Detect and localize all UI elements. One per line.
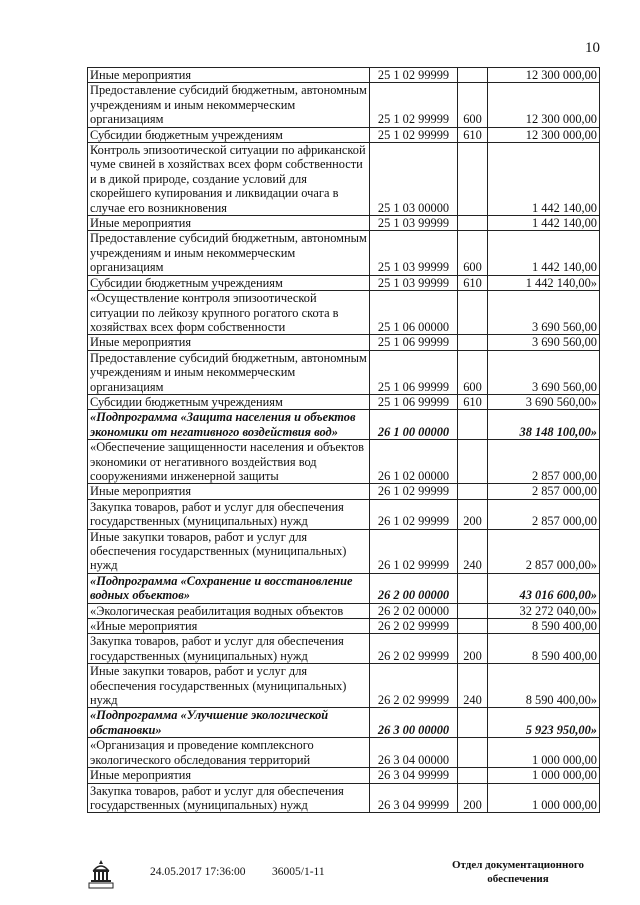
row-name: «Иные мероприятия xyxy=(88,619,370,634)
table-row xyxy=(88,738,600,768)
page-number: 10 xyxy=(585,40,600,56)
row-sum: 12 300 000,00 xyxy=(488,68,600,83)
row-sum: 38 148 100,00» xyxy=(488,410,600,440)
row-sum: 8 590 400,00 xyxy=(488,634,600,664)
row-code: 25 1 02 99999 xyxy=(370,127,458,142)
page-footer xyxy=(0,858,640,898)
row-name: «Обеспечение защищенности населения и объектов экономики от негативного воздействия вод сооружениями инженерной защиты xyxy=(88,440,370,484)
row-name: Иные мероприятия xyxy=(88,484,370,499)
row-code: 26 3 04 00000 xyxy=(370,738,458,768)
table-row xyxy=(88,664,600,708)
row-vr xyxy=(458,410,488,440)
table-row xyxy=(88,394,600,409)
table-row xyxy=(88,335,600,350)
table-row xyxy=(88,440,600,484)
row-vr: 610 xyxy=(458,127,488,142)
row-code: 26 2 02 99999 xyxy=(370,619,458,634)
row-code: 25 1 02 99999 xyxy=(370,68,458,83)
row-code: 25 1 06 99999 xyxy=(370,394,458,409)
table-row xyxy=(88,634,600,664)
table-row xyxy=(88,143,600,216)
table-row xyxy=(88,619,600,634)
row-code: 26 2 00 00000 xyxy=(370,573,458,603)
row-code: 25 1 03 99999 xyxy=(370,216,458,231)
row-vr xyxy=(458,68,488,83)
row-code: 25 1 02 99999 xyxy=(370,83,458,127)
row-sum: 2 857 000,00 xyxy=(488,440,600,484)
table-row xyxy=(88,783,600,813)
row-code: 26 1 02 99999 xyxy=(370,499,458,529)
row-code: 26 2 02 99999 xyxy=(370,634,458,664)
row-sum: 8 590 400,00» xyxy=(488,664,600,708)
table-row xyxy=(88,499,600,529)
row-name: Предоставление субсидий бюджетным, автономным учреждениям и иным некоммерческим организациям xyxy=(88,231,370,275)
row-sum: 3 690 560,00 xyxy=(488,350,600,394)
table-row xyxy=(88,484,600,499)
row-sum: 12 300 000,00 xyxy=(488,127,600,142)
row-name: «Подпрограмма «Улучшение экологической обстановки» xyxy=(88,708,370,738)
footer-date: 24.05.2017 17:36:00 xyxy=(150,866,246,878)
row-vr: 200 xyxy=(458,783,488,813)
row-sum: 2 857 000,00 xyxy=(488,499,600,529)
row-name: Иные мероприятия xyxy=(88,335,370,350)
row-vr: 240 xyxy=(458,664,488,708)
footer-department: Отдел документационного обеспечения xyxy=(451,859,585,885)
row-name: Иные мероприятия xyxy=(88,68,370,83)
row-code: 26 1 00 00000 xyxy=(370,410,458,440)
row-vr xyxy=(458,143,488,216)
row-name: Закупка товаров, работ и услуг для обеспечения государственных (муниципальных) нужд xyxy=(88,783,370,813)
row-sum: 32 272 040,00» xyxy=(488,603,600,618)
table-row xyxy=(88,291,600,335)
table-row xyxy=(88,410,600,440)
row-code: 25 1 03 99999 xyxy=(370,275,458,290)
row-vr: 610 xyxy=(458,394,488,409)
row-name: Субсидии бюджетным учреждениям xyxy=(88,275,370,290)
row-sum: 3 690 560,00 xyxy=(488,291,600,335)
row-name: Субсидии бюджетным учреждениям xyxy=(88,127,370,142)
row-name: «Подпрограмма «Защита населения и объектов экономики от негативного воздействия вод» xyxy=(88,410,370,440)
row-vr xyxy=(458,335,488,350)
table-row xyxy=(88,573,600,603)
row-name: «Экологическая реабилитация водных объектов xyxy=(88,603,370,618)
duma-logo-icon xyxy=(86,858,116,890)
row-vr: 200 xyxy=(458,499,488,529)
row-vr xyxy=(458,603,488,618)
table-row xyxy=(88,216,600,231)
row-name: Предоставление субсидий бюджетным, автономным учреждениям и иным некоммерческим организациям xyxy=(88,83,370,127)
row-code: 25 1 06 99999 xyxy=(370,350,458,394)
budget-table-body xyxy=(88,68,600,813)
row-name: Предоставление субсидий бюджетным, автономным учреждениям и иным некоммерческим организациям xyxy=(88,350,370,394)
budget-table xyxy=(87,67,600,813)
table-row xyxy=(88,275,600,290)
row-sum: 2 857 000,00 xyxy=(488,484,600,499)
table-row xyxy=(88,127,600,142)
row-sum: 1 000 000,00 xyxy=(488,738,600,768)
row-code: 25 1 03 99999 xyxy=(370,231,458,275)
table-row xyxy=(88,68,600,83)
row-name: Иные закупки товаров, работ и услуг для обеспечения государственных (муниципальных) нужд xyxy=(88,664,370,708)
row-sum: 1 000 000,00 xyxy=(488,783,600,813)
row-sum: 1 442 140,00 xyxy=(488,231,600,275)
row-vr: 240 xyxy=(458,529,488,573)
table-row xyxy=(88,768,600,783)
row-code: 26 1 02 00000 xyxy=(370,440,458,484)
row-code: 26 3 00 00000 xyxy=(370,708,458,738)
row-name: «Подпрограмма «Сохранение и восстановление водных объектов» xyxy=(88,573,370,603)
table-row xyxy=(88,603,600,618)
row-sum: 1 000 000,00 xyxy=(488,768,600,783)
row-name: «Организация и проведение комплексного экологического обследования территорий xyxy=(88,738,370,768)
row-vr xyxy=(458,573,488,603)
row-code: 26 2 02 00000 xyxy=(370,603,458,618)
footer-doc-number: 36005/1-11 xyxy=(272,866,325,878)
row-name: Закупка товаров, работ и услуг для обеспечения государственных (муниципальных) нужд xyxy=(88,499,370,529)
row-code: 26 3 04 99999 xyxy=(370,783,458,813)
row-sum: 8 590 400,00 xyxy=(488,619,600,634)
row-sum: 3 690 560,00 xyxy=(488,335,600,350)
row-vr xyxy=(458,440,488,484)
row-name: Иные мероприятия xyxy=(88,768,370,783)
row-vr xyxy=(458,216,488,231)
row-code: 26 1 02 99999 xyxy=(370,529,458,573)
row-name: Субсидии бюджетным учреждениям xyxy=(88,394,370,409)
row-vr xyxy=(458,738,488,768)
row-vr: 600 xyxy=(458,231,488,275)
row-sum: 3 690 560,00» xyxy=(488,394,600,409)
row-sum: 1 442 140,00 xyxy=(488,216,600,231)
table-row xyxy=(88,708,600,738)
row-code: 26 2 02 99999 xyxy=(370,664,458,708)
row-vr xyxy=(458,484,488,499)
row-code: 25 1 06 99999 xyxy=(370,335,458,350)
row-vr xyxy=(458,708,488,738)
row-sum: 12 300 000,00 xyxy=(488,83,600,127)
row-vr: 200 xyxy=(458,634,488,664)
row-sum: 1 442 140,00» xyxy=(488,275,600,290)
table-row xyxy=(88,529,600,573)
row-vr xyxy=(458,768,488,783)
row-name: Закупка товаров, работ и услуг для обеспечения государственных (муниципальных) нужд xyxy=(88,634,370,664)
row-vr: 610 xyxy=(458,275,488,290)
row-sum: 5 923 950,00» xyxy=(488,708,600,738)
row-name: Иные мероприятия xyxy=(88,216,370,231)
row-sum: 2 857 000,00» xyxy=(488,529,600,573)
table-row xyxy=(88,350,600,394)
row-vr xyxy=(458,291,488,335)
row-vr: 600 xyxy=(458,350,488,394)
row-name: Контроль эпизоотической ситуации по африканской чуме свиней в хозяйствах всех форм собственности и в дикой природе, создание условий для скорейшего купирования и ликвидации очага в случае его возникновения xyxy=(88,143,370,216)
row-vr: 600 xyxy=(458,83,488,127)
row-code: 26 1 02 99999 xyxy=(370,484,458,499)
row-name: Иные закупки товаров, работ и услуг для обеспечения государственных (муниципальных) нужд xyxy=(88,529,370,573)
row-vr xyxy=(458,619,488,634)
row-code: 25 1 03 00000 xyxy=(370,143,458,216)
row-sum: 43 016 600,00» xyxy=(488,573,600,603)
row-sum: 1 442 140,00 xyxy=(488,143,600,216)
table-row xyxy=(88,83,600,127)
table-row xyxy=(88,231,600,275)
row-name: «Осуществление контроля эпизоотической ситуации по лейкозу крупного рогатого скота в хозяйствах всех форм собственности xyxy=(88,291,370,335)
row-code: 26 3 04 99999 xyxy=(370,768,458,783)
row-code: 25 1 06 00000 xyxy=(370,291,458,335)
